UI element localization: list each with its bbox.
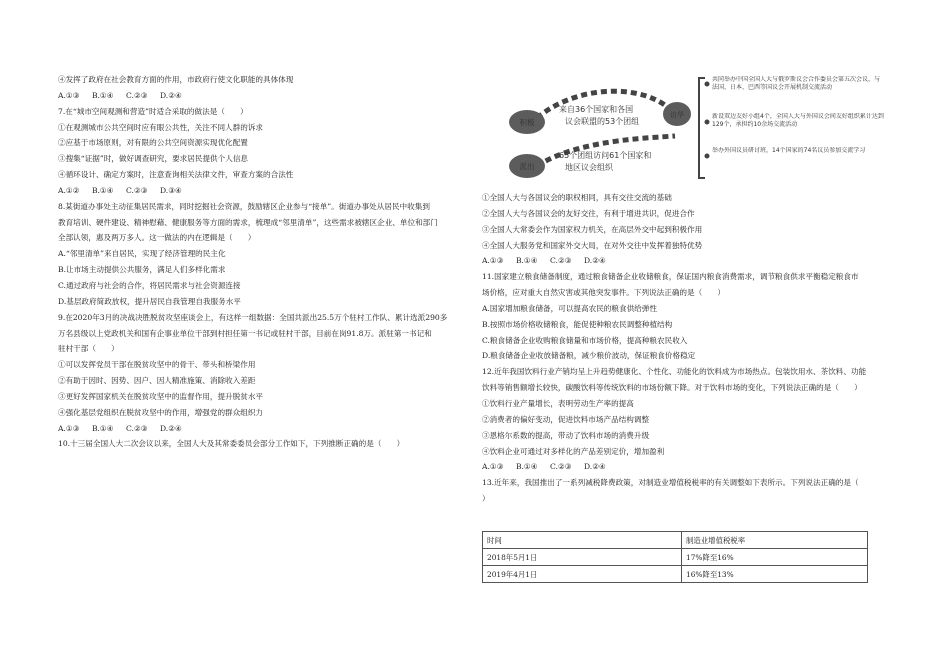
text-line: ④发挥了政府在社会教育方面的作用，市政府行使文化职能的具体体现	[58, 75, 294, 84]
bullet-1: 共同举办中国全国人大与俄罗斯议会合作委员会第五次会议，与法国、日本、巴西等国议会开展机制交流活动	[712, 76, 881, 92]
text-line: ④饮料企业可通过对多样化的产品差别定价，增加盈利	[482, 446, 665, 456]
option-d: D.②④	[159, 90, 182, 100]
bullet-dot	[705, 82, 710, 87]
question-12: 12.近年我国饮料行业产销均呈上升趋势健康化、个性化、功能化的饮料成为市场热点。包装饮用水、茶饮料、功能	[482, 367, 867, 377]
text-line: C.通过政府与社会的合作，将居民需求与社会资源连接	[58, 280, 241, 290]
arrow-bottom-text-2: 地区议会组织	[565, 163, 613, 172]
text-line: 场价格，应对重大自然灾害或其他突发事件。下列说法正确的是（ ）	[482, 288, 725, 298]
option-d: D.②④	[159, 423, 182, 433]
text-line: B.按照市场价格收储粮食，能促使种粮农民调整种植结构	[482, 319, 673, 329]
table-cell: 2019年4月1日	[483, 566, 682, 583]
option-a: A.①③	[58, 90, 80, 100]
text-line: ④强化基层党组织在脱贫攻坚中的作用，增强党的群众组织力	[58, 407, 264, 417]
answer-options	[58, 421, 476, 437]
text-line: C.粮食储备企业收购粮食储量和市场价格，提高种粮农民收入	[482, 335, 688, 345]
arrow-top-text-1: 来自36个国家和各国	[559, 105, 634, 114]
left-column	[58, 72, 476, 452]
bullet-2: 新设双边友好小组4个，全国人大与外国议会间友好组织累计达到129个，承担约10余场交流活动	[712, 113, 884, 129]
right-column	[482, 190, 894, 507]
option-c: C.②③	[549, 462, 572, 472]
text-line: ④循环设计、确定方案时，注意查询相关法律文件，审查方案的合法性	[58, 170, 294, 180]
bullet-3: 举办外国议员研讨班，14个国家的74名议员参加交流学习	[712, 147, 866, 154]
arrow-bottom-text-1: 65个团组访问61个国家和	[559, 151, 652, 160]
question-7: 7.在“城市空间观测和营造”时适合采取的做法是（ ）	[58, 106, 248, 116]
vat-rate-table	[482, 531, 868, 583]
text-line: 教育培训、硬件建设、精神慰藉、健康服务等方面的需求，梳理成“邻里清单”，这些需求被辖区企业、单位和部门	[58, 217, 438, 227]
circle-invite-label: 积极	[519, 118, 535, 127]
circle-send-label: 派出	[519, 162, 535, 171]
question-9: 9.在2020年3月的决战决胜脱贫攻坚座谈会上，有这样一组数据：全国共派出25.5万个驻村工作队、累计选派290多	[58, 312, 448, 322]
text-line: D.粮食储备企业收放储备粮，减少粮价波动，保证粮食价格稳定	[482, 351, 696, 361]
option-c: C.②③	[125, 185, 148, 195]
table-header-row	[483, 532, 868, 549]
table-header-cell: 时间	[483, 532, 682, 549]
text-line: ②有助于因时、因势、因户、因人精准施策、消除收入差距	[58, 376, 256, 386]
question-10: 10.十三届全国人大二次会议以来，全国人大及其常委委员会部分工作如下，下列推断正确的是（ ）	[58, 439, 405, 449]
option-a: A.①③	[482, 462, 504, 472]
option-b: B.①④	[91, 185, 114, 195]
option-a: A.①②	[58, 185, 80, 195]
table-cell: 16%降至13%	[682, 566, 868, 583]
option-d: D.②④	[583, 256, 606, 266]
text-line: 饮料等销售额增长较快，碳酸饮料等传统饮料的市场份额下降。对于饮料市场的变化，下列说法正确的是（ ）	[482, 383, 862, 393]
text-line: ①全国人大与各国议会的职权相同，具有交往交流的基础	[482, 193, 672, 202]
question-8: 8.某街道办事处主动征集居民需求，同时挖掘社会资源，鼓励辖区企业参与“接单”。街道办事处从居民中收集到	[58, 201, 430, 211]
text-line: ③搜集“证据”时，做好调查研究，要求居民提供个人信息	[58, 154, 249, 164]
text-line: ③恩格尔系数的提高，带动了饮料市场的消费升级	[482, 430, 650, 440]
bullet-dot	[705, 154, 710, 159]
table-cell: 2018年5月1日	[483, 549, 682, 566]
arrow-top-text-2: 议会联盟的53个团组	[565, 117, 640, 126]
question-13: 13.近年来，我国推出了一系列减税降费政策，对制造业增值税税率的有关调整如下表所示。下列说法正确的是（	[482, 478, 859, 488]
answer-options	[58, 88, 476, 104]
table-cell: 17%降至16%	[682, 549, 868, 566]
table-row	[483, 566, 868, 583]
option-c: C.②③	[125, 90, 148, 100]
answer-options	[482, 459, 894, 475]
text-line: ）	[482, 494, 490, 504]
text-line: ②消费者的偏好变动，促进饮料市场产品结构调整	[482, 414, 650, 424]
text-line: D.基层政府简政放权，提升居民自我管理自我服务水平	[58, 296, 241, 306]
text-line: ①饮料行业产量增长，表明劳动生产率的提高	[482, 398, 634, 408]
option-b: B.①④	[91, 423, 114, 433]
option-c: C.②③	[125, 423, 148, 433]
text-line: ④全国人大服务党和国家外交大局，在对外交往中发挥着独特优势	[482, 240, 703, 250]
text-line: 万名县级以上党政机关和国有企事业单位干部到村担任第一书记或驻村干部，目前在岗91.8万。派驻第一书记和	[58, 328, 432, 338]
table-header-cell: 制造业增值税税率	[682, 532, 868, 549]
option-c: C.②③	[549, 256, 572, 266]
option-d: D.②④	[583, 462, 606, 472]
question-11: 11.国家建立粮食储备制度，通过粮食储备企业收储粮食，保证国内粮食消费需求，调节粮食供求平衡稳定粮食市	[482, 272, 859, 282]
npc-work-figure	[497, 74, 889, 184]
text-line: B.让市场主动提供公共服务，满足人们多样化需求	[58, 265, 226, 275]
option-b: B.①④	[515, 256, 538, 266]
text-line: ①在观测城市公共空间时应有眼公共性，关注不同人群的诉求	[58, 122, 264, 132]
text-line: ②全国人大与各国议会的友好交往，有利于增进共识，促进合作	[482, 208, 695, 218]
bullet-dot	[705, 120, 710, 125]
answer-options	[58, 183, 476, 199]
text-line: ①可以发挥党员干部在脱贫攻坚中的骨干、带头和桥梁作用	[58, 360, 256, 370]
table-row	[483, 549, 868, 566]
text-line: 驻村干部（ ）	[58, 344, 119, 354]
option-b: B.①④	[515, 462, 538, 472]
text-line: 全部认领，惠及两万多人。这一做法的内在逻辑是（ ）	[58, 233, 256, 243]
text-line: ③更好发挥国家机关在脱贫攻坚中的监督作用，提升脱贫水平	[58, 391, 264, 401]
text-line: ②应基于市场原则，对有限的公共空间资源实现优化配置	[58, 138, 248, 148]
text-line: A.国家增加粮食储备，可以提高农民的粮食供给弹性	[482, 303, 657, 313]
bullets-container	[712, 76, 884, 182]
option-d: D.③④	[159, 185, 182, 195]
answer-options	[482, 253, 894, 269]
option-b: B.①④	[91, 90, 114, 100]
circle-visit-label: 访华	[670, 111, 684, 119]
option-a: A.①③	[482, 256, 504, 266]
text-line: ③全国人大常委会作为国家权力机关，在高层外交中起到积极作用	[482, 224, 703, 234]
option-a: A.①③	[58, 423, 80, 433]
text-line: A.“邻里清单”来自居民，实现了经济管理的民主化	[58, 249, 226, 259]
